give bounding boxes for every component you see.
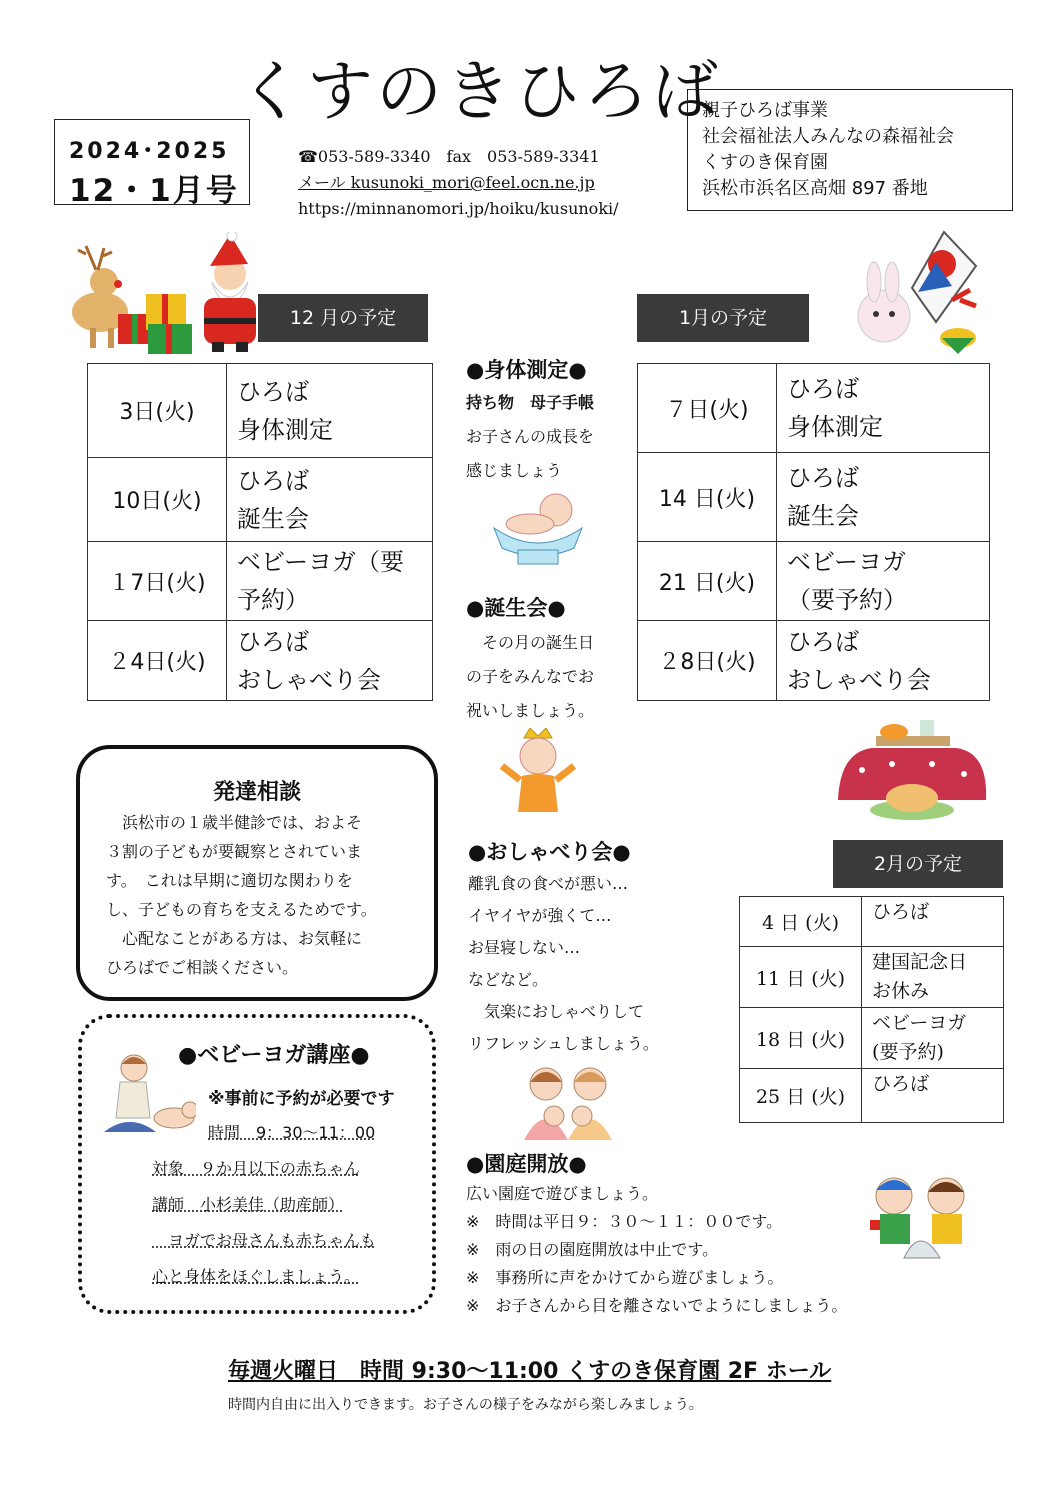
newsletter-title: くすのきひろば xyxy=(238,53,721,130)
chat-line: お昼寝しない… xyxy=(468,938,581,957)
event-cell: ひろば おしゃべり会 xyxy=(777,621,990,701)
table-row xyxy=(740,947,1004,1008)
table-row xyxy=(88,542,433,621)
table-row xyxy=(638,621,990,701)
garden-title: ●園庭開放● xyxy=(466,1152,587,1176)
yoga-target: 対象 ９か月以下の赤ちゃん xyxy=(152,1159,361,1178)
event-cell: 建国記念日 お休み xyxy=(862,947,1004,1008)
measure-line: お子さんの成長を xyxy=(466,427,595,446)
table-row xyxy=(88,621,433,701)
date-cell: ２8日(火) xyxy=(638,621,777,701)
event-cell: ひろば おしゃべり会 xyxy=(227,621,433,701)
date-cell: １7日(火) xyxy=(88,542,227,621)
table-row xyxy=(740,897,1004,947)
baby-scale-icon xyxy=(488,488,588,568)
mother-baby-yoga-icon xyxy=(100,1052,196,1140)
consult-line: す。 これは早期に適切な関わりを xyxy=(106,871,353,890)
consult-line: 浜松市の１歳半健診では、およそ xyxy=(106,813,363,832)
table-row xyxy=(740,1008,1004,1069)
february-header: 2月の予定 xyxy=(833,840,1003,888)
date-cell: 25 日 (火) xyxy=(740,1069,862,1123)
contact-info xyxy=(298,144,619,222)
garden-line: 広い園庭で遊びましょう。 xyxy=(466,1184,659,1203)
event-cell: ひろば 誕生会 xyxy=(227,458,433,542)
consult-line: ひろばでご相談ください。 xyxy=(106,958,299,977)
birthday-line: その月の誕生日 xyxy=(466,633,595,652)
date-cell: 3日(火) xyxy=(88,364,227,458)
consult-title: 発達相談 xyxy=(212,780,301,805)
date-cell: 10日(火) xyxy=(88,458,227,542)
table-row xyxy=(740,1069,1004,1123)
organization-box xyxy=(687,89,1013,211)
garden-line: ※ 雨の日の園庭開放は中止です。 xyxy=(466,1240,719,1259)
december-header: 12 月の予定 xyxy=(258,294,428,342)
february-schedule-table xyxy=(739,896,1004,1123)
event-cell: ベビーヨガ （要予約） xyxy=(777,542,990,621)
measure-title: ●身体測定● xyxy=(466,358,587,382)
date-cell: 21 日(火) xyxy=(638,542,777,621)
event-cell: ベビーヨガ (要予約) xyxy=(862,1008,1004,1069)
date-cell: 4 日 (火) xyxy=(740,897,862,947)
event-cell: ひろば 身体測定 xyxy=(777,364,990,453)
event-cell: ひろば 誕生会 xyxy=(777,453,990,542)
children-playing-icon xyxy=(864,1170,976,1262)
consult-line: 心配なことがある方は、お気軽に xyxy=(106,929,363,948)
chat-title: ●おしゃべり会● xyxy=(468,840,631,864)
table-row xyxy=(88,458,433,542)
table-row xyxy=(638,453,990,542)
table-row xyxy=(88,364,433,458)
date-cell: 11 日 (火) xyxy=(740,947,862,1008)
event-cell: ひろば xyxy=(862,1069,1004,1123)
measure-section xyxy=(466,354,628,488)
chat-section xyxy=(468,836,698,1060)
birthday-line: の子をみんなでお xyxy=(466,667,595,686)
christmas-illustration-icon xyxy=(62,232,262,354)
yoga-desc: 心と身体をほぐしましょう。 xyxy=(152,1267,361,1286)
birthday-section xyxy=(466,592,628,728)
weekly-schedule-banner: 毎週火曜日 時間 9:30～11:00 くすのき保育園 2F ホール xyxy=(228,1359,832,1384)
baby-yoga-box xyxy=(78,1014,436,1314)
date-cell: 18 日 (火) xyxy=(740,1008,862,1069)
garden-line: ※ お子さんから目を離さないでようにしましょう。 xyxy=(466,1296,848,1315)
table-row xyxy=(638,542,990,621)
chat-line: 離乳食の食べが悪い… xyxy=(468,874,629,893)
yoga-title: ●ベビーヨガ講座● xyxy=(178,1043,370,1068)
december-schedule-table xyxy=(87,363,433,701)
phone-fax: ☎053-589-3340 fax 053-589-3341 xyxy=(298,147,600,166)
yoga-time: 時間 9：30～11：00 xyxy=(208,1123,376,1142)
measure-items: 持ち物 母子手帳 xyxy=(466,393,595,412)
january-header: 1月の予定 xyxy=(637,294,809,342)
chat-line: リフレッシュしましょう。 xyxy=(468,1034,659,1053)
org-corporation: 社会福祉法人みんなの森福祉会 xyxy=(702,126,954,147)
garden-line: ※ 時間は平日９：３０～１１：００です。 xyxy=(466,1212,783,1231)
measure-line: 感じましょう xyxy=(466,461,563,480)
date-cell: ７日(火) xyxy=(638,364,777,453)
issue-month: 12・1月号 xyxy=(69,173,239,209)
kotatsu-cat-icon xyxy=(832,714,992,822)
birthday-line: 祝いしましょう。 xyxy=(466,701,595,720)
crowned-baby-icon xyxy=(498,728,578,820)
consult-line: ３割の子どもが要観察とされていま xyxy=(106,842,363,861)
website-link[interactable]: https://minnanomori.jp/hoiku/kusunoki/ xyxy=(298,199,619,218)
footnote: 時間内自由に出入りできます。お子さんの様子をみながら楽しみましょう。 xyxy=(228,1397,703,1413)
org-program: 親子ひろば事業 xyxy=(702,100,828,121)
chat-line: などなど。 xyxy=(468,970,549,989)
chat-line: 気楽におしゃべりして xyxy=(468,1002,645,1021)
chat-line: イヤイヤが強くて… xyxy=(468,906,612,925)
consult-line: し、子どもの育ちを支えるためです。 xyxy=(106,900,377,919)
event-cell: ベビーヨガ（要 予約） xyxy=(227,542,433,621)
email-link[interactable]: メール kusunoki_mori@feel.ocn.ne.jp xyxy=(298,173,595,192)
event-cell: ひろば 身体測定 xyxy=(227,364,433,458)
yoga-teacher: 講師 小杉美佳（助産師） xyxy=(152,1195,345,1214)
garden-line: ※ 事務所に声をかけてから遊びましょう。 xyxy=(466,1268,784,1287)
birthday-title: ●誕生会● xyxy=(466,596,566,620)
garden-section xyxy=(466,1148,906,1320)
issue-box xyxy=(54,119,250,209)
january-schedule-table xyxy=(637,363,990,701)
yoga-reservation-note: ※事前に予約が必要です xyxy=(208,1089,395,1109)
yoga-desc: ヨガでお母さんも赤ちゃんも xyxy=(152,1231,377,1250)
org-nursery: くすのき保育園 xyxy=(702,152,828,173)
org-address: 浜松市浜名区高畑 897 番地 xyxy=(702,178,928,199)
table-row xyxy=(638,364,990,453)
issue-year: 2024･2025 xyxy=(69,139,230,164)
event-cell: ひろば xyxy=(862,897,1004,947)
date-cell: 14 日(火) xyxy=(638,453,777,542)
new-year-illustration-icon xyxy=(852,230,982,358)
development-consult-box xyxy=(76,745,438,1001)
date-cell: ２4日(火) xyxy=(88,621,227,701)
mothers-with-babies-icon xyxy=(514,1064,620,1142)
